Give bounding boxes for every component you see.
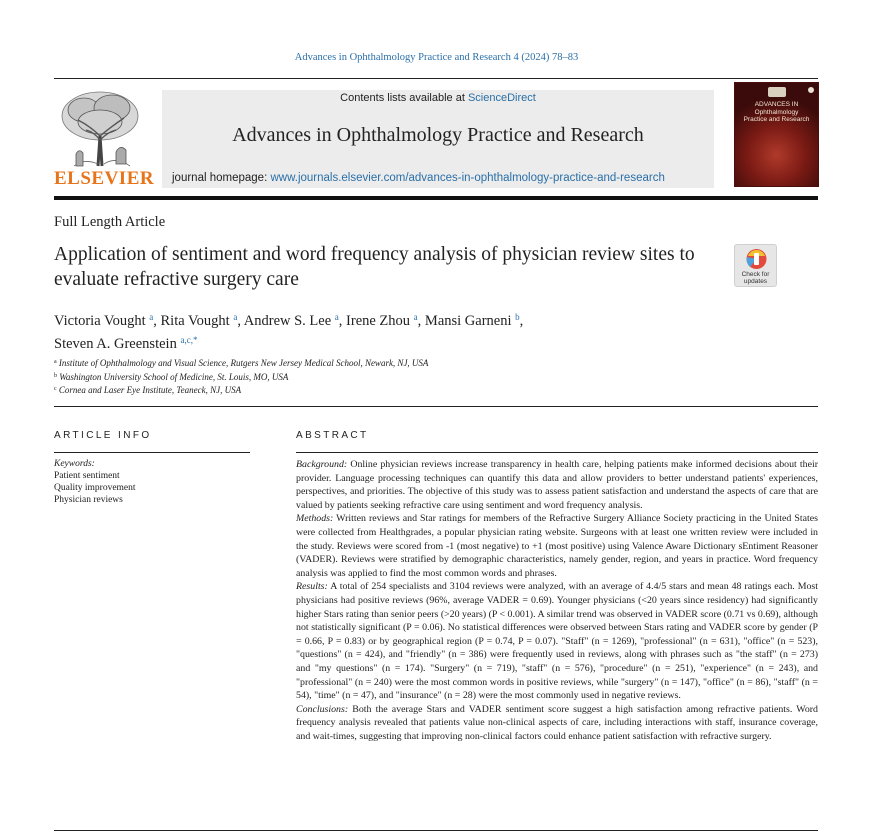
results-label: Results: xyxy=(296,581,328,593)
check-for-updates-button[interactable] xyxy=(734,244,777,287)
journal-cover-image[interactable] xyxy=(734,82,819,187)
author-name: Mansi Garneni xyxy=(424,313,512,329)
methods-label: Methods: xyxy=(296,513,334,525)
affiliation-marker: c xyxy=(54,386,57,392)
crossmark-icon xyxy=(735,245,778,273)
author-name: Andrew S. Lee xyxy=(243,313,332,329)
background-label: Background: xyxy=(296,459,348,470)
journal-header xyxy=(162,90,714,188)
abstract-background xyxy=(296,458,818,512)
crossmark-line-1: Check for xyxy=(741,271,770,278)
contents-available-line xyxy=(162,92,714,104)
author-affiliation-marker[interactable]: a,c,* xyxy=(180,335,198,345)
author-affiliation-marker[interactable]: a xyxy=(413,312,418,322)
keyword-item[interactable]: Physician reviews xyxy=(54,495,123,505)
abstract-heading: ABSTRACT xyxy=(296,430,369,441)
methods-text: Written reviews and Star ratings for members of the Refractive Surgery Alliance Society practicing in the United States were collected from Healthgrades, a popular physician rating website. Surgeons with at least one written review were included in the study. Reviews were scored from -1 (most negative) to +1 (most positive) using Valence Aware Dictionary sEntiment Reasoner (VADER). Reviews were stratified by demographic characteristics, namely gender, region, and years in practice. Word frequency analysis was applied to find the most common words and phrases. xyxy=(296,513,818,579)
homepage-prefix: journal homepage: xyxy=(172,172,271,184)
keyword-item[interactable]: Patient sentiment xyxy=(54,471,120,481)
author-separator: , xyxy=(519,313,524,329)
author-affiliation-marker[interactable]: b xyxy=(515,312,520,322)
article-info-rule xyxy=(54,452,250,453)
author-name: Rita Vought xyxy=(160,313,230,329)
header-bottom-rule xyxy=(54,196,818,200)
author[interactable] xyxy=(54,313,161,329)
author-name: Irene Zhou xyxy=(346,313,411,329)
sciencedirect-link[interactable]: ScienceDirect xyxy=(467,92,536,104)
article-title: Application of sentiment and word frequency analysis of physician review sites to evaluate refractive surgery care xyxy=(54,244,695,290)
cover-badge xyxy=(768,87,786,97)
journal-homepage-link[interactable]: www.journals.elsevier.com/advances-in-ophthalmology-practice-and-research xyxy=(270,172,665,184)
author[interactable] xyxy=(346,313,425,329)
affiliation-item xyxy=(54,370,754,384)
author-separator: , xyxy=(237,313,244,329)
crossmark-label xyxy=(735,272,776,285)
affiliation-text: Institute of Ophthalmology and Visual Science, Rutgers New Jersey Medical School, Newark, NJ, USA xyxy=(58,358,429,368)
affiliations-bottom-rule xyxy=(54,406,818,407)
author[interactable] xyxy=(244,313,346,329)
affiliation-text: Cornea and Laser Eye Institute, Teaneck, NJ, USA xyxy=(58,385,242,395)
author-name: Steven A. Greenstein xyxy=(54,336,177,352)
author-affiliation-marker[interactable]: a xyxy=(233,312,238,322)
cover-line-1: ADVANCES IN xyxy=(754,101,799,108)
author[interactable] xyxy=(54,336,197,352)
author-separator: , xyxy=(153,313,161,329)
keywords-block xyxy=(54,458,249,506)
author-list xyxy=(54,308,754,354)
author-affiliation-marker[interactable]: a xyxy=(149,312,154,322)
affiliation-text: Washington University School of Medicine, St. Louis, MO, USA xyxy=(59,371,289,382)
keywords-label: Keywords: xyxy=(54,459,95,469)
author-affiliation-marker[interactable]: a xyxy=(334,312,339,322)
article-info-heading: ARTICLE INFO xyxy=(54,430,152,441)
affiliation-item xyxy=(54,383,754,397)
abstract-methods xyxy=(296,512,818,580)
abstract-body xyxy=(296,458,818,743)
contents-prefix: Contents lists available at xyxy=(340,92,468,104)
author[interactable] xyxy=(161,313,244,329)
abstract-conclusions xyxy=(296,703,818,744)
affiliation-marker: a xyxy=(54,359,57,365)
abstract-results xyxy=(296,580,818,702)
author-name: Victoria Vought xyxy=(54,313,146,329)
header-top-rule xyxy=(54,78,818,79)
abstract-rule xyxy=(296,452,818,453)
journal-citation[interactable]: Advances in Ophthalmology Practice and Research 4 (2024) 78–83 xyxy=(294,52,579,63)
affiliation-item xyxy=(54,356,754,370)
cover-line-3: Practice and Research xyxy=(743,116,810,123)
elsevier-wordmark[interactable]: ELSEVIER xyxy=(54,168,155,189)
background-text: Online physician reviews increase transparency in health care, helping patients make informed decisions about their provider. Language processing techniques can quantify this data and allow providers to better understand patients' experiences, perspectives, and priorities. The objective of this study was to assess patient satisfaction and understand the aspects of care that are valued by patients seeking refractive care using sentiment and word frequency analysis. xyxy=(296,459,818,511)
article-type: Full Length Article xyxy=(54,214,166,230)
page-bottom-rule xyxy=(54,830,818,831)
conclusions-label: Conclusions: xyxy=(296,703,349,715)
keyword-item[interactable]: Quality improvement xyxy=(54,483,136,493)
author-separator: , xyxy=(338,313,347,329)
conclusions-text: Both the average Stars and VADER sentiment score suggest a high satisfaction among refractive patients. Word frequency analysis revealed that patients value non-clinical aspects of care, including interactions with staff, insurance coverage, and wait-times, suggesting that improving non-clinical factors could enhance patient satisfaction with refractive surgery. xyxy=(296,703,818,742)
journal-title: Advances in Ophthalmology Practice and Research xyxy=(232,124,644,146)
results-text: A total of 254 specialists and 3104 reviews were analyzed, with an average of 4.4/5 stars and mean 48 ratings each. Most physicians had positive reviews (96%, average VADER = 0.69). Younger physicians (<20 years since residency) had significantly higher Stars rating than senior peers (>20 years) (P < 0.001). A similar trend was observed in VADER score (0.71 vs 0.69), although not statistically significant (P = 0.06). No statistical differences were observed between Stars rating and VADER score by gender (P = 0.66, P = 0.83) or by geographical region (P = 0.74, P = 0.07). "Staff" (n = 1269), "professional" (n = 631), "office" (n = 523), "questions" (n = 424), and "friendly" (n = 386) were frequently used in reviews, along with phrases such as "the staff" (n = 273) and "my questions" (n = 174). "Surgery" (n = 719), "staff" (n = 576), "procedure" (n = 251), "experience" (n = 243), and "professional" (n = 240) were the most common words in positive reviews, while "surgery" (n = 147), "office" (n = 86), "staff" (n = 54), "time" (n = 47), and "insurance" (n = 28) were the most commonly used in negative reviews. xyxy=(296,581,818,702)
elsevier-tree-icon xyxy=(54,86,146,168)
affiliation-marker: b xyxy=(54,372,57,379)
cover-title xyxy=(735,101,818,124)
cover-line-2: Ophthalmology xyxy=(754,108,799,116)
cover-dot-icon xyxy=(808,87,814,93)
journal-homepage-line xyxy=(172,172,712,184)
affiliation-list xyxy=(54,356,754,397)
author[interactable] xyxy=(425,313,523,329)
author-separator: , xyxy=(417,313,425,329)
crossmark-line-2: updates xyxy=(743,277,768,285)
